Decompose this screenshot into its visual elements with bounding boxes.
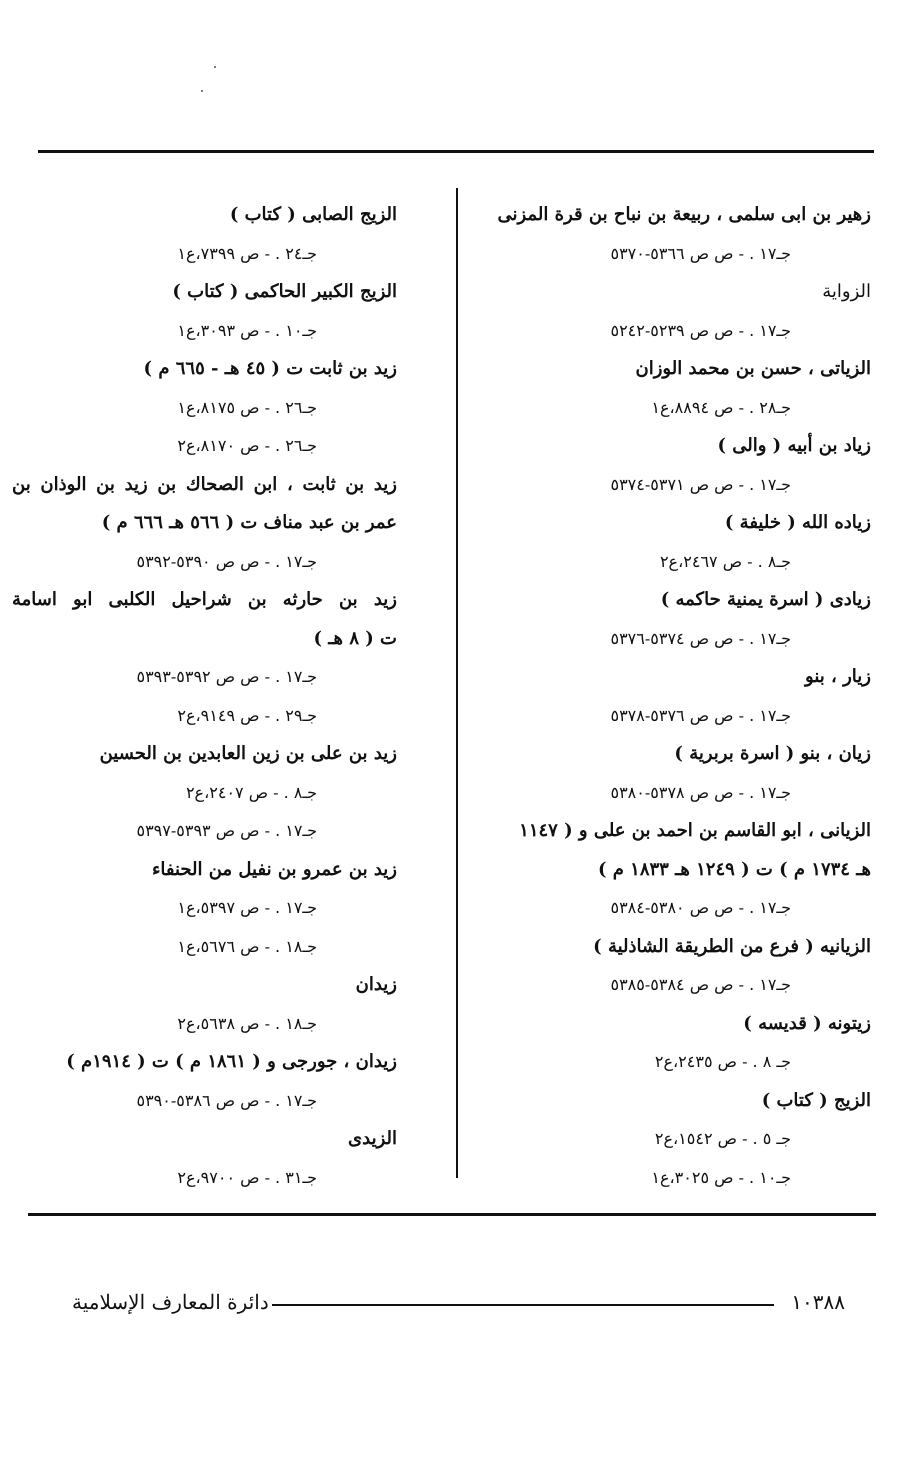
index-reference: جـ١٧ . - ص ص ٥٣٧١-٥٣٧٤ [610,474,791,494]
index-entry-heading: الزيج الكبير الحاكمى ( كتاب ) [172,281,397,302]
index-reference: جـ ٨ . - ص ٢٤٣٥،ع٢ [654,1052,791,1071]
index-reference: جـ٨ . - ص ٢٤٠٧،ع٢ [185,782,317,802]
index-entry-heading: زهير بن ابى سلمى ، ربيعة بن نباح بن قرة المزنى [497,204,871,225]
index-entry-heading: هـ ١٧٣٤ م ) ت ( ١٢٤٩ هـ ١٨٣٣ م ) [597,858,871,880]
index-entry-heading: زيدان ، جورجى و ( ١٨٦١ م ) ت ( ١٩١٤م ) [66,1051,397,1072]
scan-speck [214,66,216,68]
publication-title: دائرة المعارف الإسلامية [72,1290,269,1314]
index-reference: جـ١٠ . - ص ٣٠٩٣،ع١ [177,320,317,340]
index-entry-heading: زيار ، بنو [805,666,871,687]
index-reference: جـ ٥ . - ص ١٥٤٢،ع٢ [654,1129,791,1148]
index-entry-heading: زيتونه ( قديسه ) [743,1012,871,1034]
top-rule [38,150,874,153]
right-column [471,196,871,1197]
index-entry-heading: زيان ، بنو ( اسرة بربرية ) [674,743,871,764]
index-entry-heading: الزيج الصابى ( كتاب ) [229,204,397,225]
index-reference: جـ٣١ . - ص ٩٧٠٠،ع٢ [177,1167,317,1187]
bottom-rule [28,1213,876,1216]
column-divider [456,188,458,1178]
index-reference: جـ١٧ . - ص ٥٣٩٧،ع١ [177,898,317,917]
index-reference: جـ٢٩ . - ص ٩١٤٩،ع٢ [177,705,317,725]
index-reference: جـ٢٦ . - ص ٨١٧٠،ع٢ [177,436,317,455]
index-entry-heading: الزواية [822,281,871,302]
index-reference: جـ١٧ . - ص ص ٥٣٨٦-٥٣٩٠ [136,1090,317,1110]
index-reference: جـ١٧ . - ص ص ٥٣٧٨-٥٣٨٠ [610,782,791,802]
index-entry-heading: زياده الله ( خليفة ) [724,512,871,533]
index-entry-heading: عمر بن عبد مناف ت ( ٥٦٦ هـ ٦٦٦ م ) [101,512,397,533]
index-entry-heading: الزيج ( كتاب ) [761,1089,871,1111]
index-entry-heading: زيد بن عمرو بن نفيل من الحنفاء [151,858,397,880]
index-entry-heading: الزيانيه ( فرع من الطريقة الشاذلية ) [593,935,871,957]
scan-speck [201,90,203,92]
index-reference: جـ١٧ . - ص ص ٥٣٩٣-٥٣٩٧ [136,821,317,840]
index-entry-heading: ت ( ٨ هـ ) [313,627,397,649]
index-entry-heading: الزيانى ، ابو القاسم بن احمد بن على و ( ١١٤٧ [519,820,871,841]
index-reference: جـ٢٨ . - ص ٨٨٩٤،ع١ [651,397,791,417]
index-reference: جـ١٨ . - ص ٥٦٧٦،ع١ [177,936,317,956]
index-entry-heading: زيد بن ثابت ، ابن الصحاك بن زيد بن الوذان بن [12,473,397,495]
index-reference: جـ١٨ . - ص ٥٦٣٨،ع٢ [177,1013,317,1033]
index-reference: جـ١٧ . - ص ص ٥٣٧٦-٥٣٧٨ [610,705,791,725]
index-entry-heading: زيد بن ثابت ت ( ٤٥ هـ - ٦٦٥ م ) [143,358,397,379]
index-reference: جـ٢٤ . - ص ٧٣٩٩،ع١ [177,243,317,263]
index-reference: جـ١٧ . - ص ص ٥٣٨٤-٥٣٨٥ [610,975,791,994]
index-reference: جـ١٧ . - ص ص ٥٢٣٩-٥٢٤٢ [610,320,791,340]
index-reference: جـ١٧ . - ص ص ٥٣٩٢-٥٣٩٣ [136,667,317,686]
index-reference: جـ١٧ . - ص ص ٥٣٦٦-٥٣٧٠ [610,243,791,263]
page-number: ١٠٣٨٨ [791,1290,845,1314]
index-reference: جـ١٠ . - ص ٣٠٢٥،ع١ [651,1167,791,1187]
index-entry-heading: زيدان [355,974,397,995]
index-entry-heading: زيد بن حارثه بن شراحيل الكلبى ابو اسامة [12,589,397,610]
index-reference: جـ١٧ . - ص ص ٥٣٨٠-٥٣٨٤ [610,898,791,917]
index-entry-heading: زياد بن أبيه ( والى ) [717,435,871,456]
index-entry-heading: زيد بن على بن زين العابدين بن الحسين [99,743,397,764]
index-entry-heading: الزياتى ، حسن بن محمد الوزان [635,358,871,379]
index-reference: جـ٢٦ . - ص ٨١٧٥،ع١ [177,397,317,417]
index-reference: جـ٨ . - ص ٢٤٦٧،ع٢ [659,551,791,571]
index-entry-heading: زيادى ( اسرة يمنية حاكمه ) [660,589,871,610]
index-entry-heading: الزيدى [348,1128,397,1149]
index-reference: جـ١٧ . - ص ص ٥٣٩٠-٥٣٩٢ [136,551,317,571]
footer-dash-line [272,1304,774,1306]
index-reference: جـ١٧ . - ص ص ٥٣٧٤-٥٣٧٦ [610,628,791,648]
left-column [12,196,397,1197]
